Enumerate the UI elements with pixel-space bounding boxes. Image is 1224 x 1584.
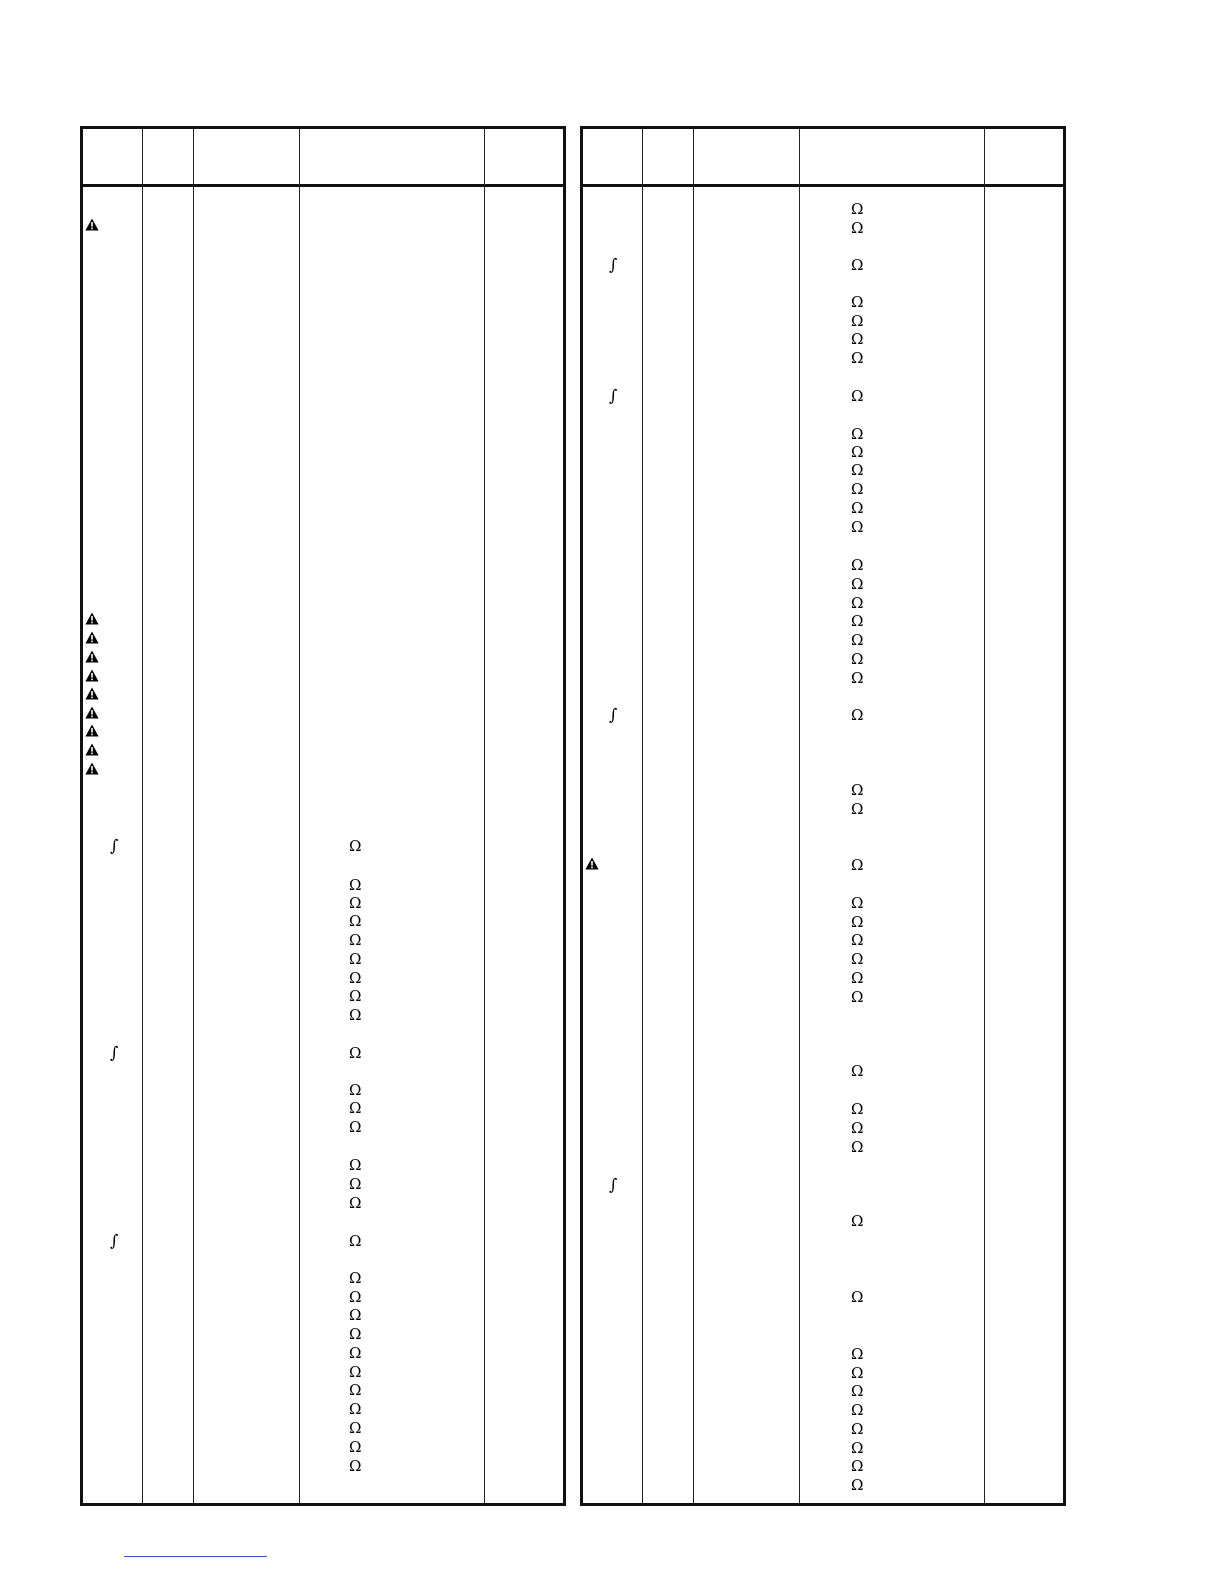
ohm-symbol: Ω xyxy=(851,425,864,443)
warning-triangle-icon xyxy=(85,669,99,682)
ohm-symbol: Ω xyxy=(851,856,864,874)
ohm-symbol: Ω xyxy=(851,1212,864,1230)
ohm-symbol: Ω xyxy=(349,1419,362,1437)
warning-triangle-icon xyxy=(85,650,99,663)
ohm-symbol: Ω xyxy=(851,219,864,237)
ohm-symbol: Ω xyxy=(851,1345,864,1363)
ohm-symbol: Ω xyxy=(851,1439,864,1457)
ohm-symbol: Ω xyxy=(349,1381,362,1399)
ohm-symbol: Ω xyxy=(851,1100,864,1118)
ohm-symbol: Ω xyxy=(851,1476,864,1494)
ohm-symbol: Ω xyxy=(349,950,362,968)
ohm-symbol: Ω xyxy=(349,969,362,987)
ohm-symbol: Ω xyxy=(851,1457,864,1475)
ohm-symbol: Ω xyxy=(851,480,864,498)
ohm-symbol: Ω xyxy=(349,894,362,912)
ohm-symbol: Ω xyxy=(349,1232,362,1250)
ohm-symbol: Ω xyxy=(851,256,864,274)
range-symbol: ∫ xyxy=(609,255,618,274)
ohm-symbol: Ω xyxy=(851,330,864,348)
ohm-symbol: Ω xyxy=(851,931,864,949)
warning-triangle-icon xyxy=(85,631,99,644)
footer-link-underline[interactable] xyxy=(124,1556,267,1557)
ohm-symbol: Ω xyxy=(851,461,864,479)
ohm-symbol: Ω xyxy=(851,349,864,367)
ohm-symbol: Ω xyxy=(851,312,864,330)
ohm-symbol: Ω xyxy=(851,913,864,931)
ohm-symbol: Ω xyxy=(851,800,864,818)
ohm-symbol: Ω xyxy=(851,612,864,630)
ohm-symbol: Ω xyxy=(851,1401,864,1419)
ohm-symbol: Ω xyxy=(851,575,864,593)
ohm-symbol: Ω xyxy=(851,1119,864,1137)
ohm-symbol: Ω xyxy=(851,706,864,724)
ohm-symbol: Ω xyxy=(349,912,362,930)
ohm-symbol: Ω xyxy=(851,650,864,668)
warning-triangle-icon xyxy=(85,706,99,719)
ohm-symbol: Ω xyxy=(851,1420,864,1438)
ohm-symbol: Ω xyxy=(851,1062,864,1080)
warning-triangle-icon xyxy=(85,762,99,775)
ohm-symbol: Ω xyxy=(349,987,362,1005)
ohm-symbol: Ω xyxy=(851,1364,864,1382)
ohm-symbol: Ω xyxy=(349,1344,362,1362)
warning-triangle-icon xyxy=(85,612,99,625)
ohm-symbol: Ω xyxy=(349,1363,362,1381)
range-symbol: ∫ xyxy=(609,386,618,405)
range-symbol: ∫ xyxy=(609,705,618,724)
ohm-symbol: Ω xyxy=(349,1325,362,1343)
ohm-symbol: Ω xyxy=(349,876,362,894)
ohm-symbol: Ω xyxy=(349,1269,362,1287)
ohm-symbol: Ω xyxy=(851,1138,864,1156)
ohm-symbol: Ω xyxy=(851,669,864,687)
ohm-symbol: Ω xyxy=(349,1194,362,1212)
ohm-symbol: Ω xyxy=(851,781,864,799)
ohm-symbol: Ω xyxy=(349,837,362,855)
ohm-symbol: Ω xyxy=(851,1288,864,1306)
ohm-symbol: Ω xyxy=(851,556,864,574)
ohm-symbol: Ω xyxy=(851,518,864,536)
ohm-symbol: Ω xyxy=(851,499,864,517)
range-symbol: ∫ xyxy=(110,836,119,855)
range-symbol: ∫ xyxy=(609,1175,618,1194)
ohm-symbol: Ω xyxy=(851,387,864,405)
warning-triangle-icon xyxy=(85,687,99,700)
ohm-symbol: Ω xyxy=(851,969,864,987)
ohm-symbol: Ω xyxy=(349,1044,362,1062)
ohm-symbol: Ω xyxy=(851,443,864,461)
ohm-symbol: Ω xyxy=(349,1400,362,1418)
warning-triangle-icon xyxy=(85,743,99,756)
ohm-symbol: Ω xyxy=(851,894,864,912)
ohm-symbol: Ω xyxy=(851,631,864,649)
ohm-symbol: Ω xyxy=(349,1457,362,1475)
ohm-symbol: Ω xyxy=(349,1099,362,1117)
ohm-symbol: Ω xyxy=(349,1156,362,1174)
ohm-symbol: Ω xyxy=(851,594,864,612)
ohm-symbol: Ω xyxy=(851,1382,864,1400)
range-symbol: ∫ xyxy=(110,1043,119,1062)
ohm-symbol: Ω xyxy=(349,1081,362,1099)
ohm-symbol: Ω xyxy=(349,1118,362,1136)
ohm-symbol: Ω xyxy=(349,1175,362,1193)
warning-triangle-icon xyxy=(85,218,99,231)
ohm-symbol: Ω xyxy=(851,293,864,311)
ohm-symbol: Ω xyxy=(349,931,362,949)
ohm-symbol: Ω xyxy=(851,988,864,1006)
range-symbol: ∫ xyxy=(110,1231,119,1250)
warning-triangle-icon xyxy=(585,857,599,870)
ohm-symbol: Ω xyxy=(349,1306,362,1324)
ohm-symbol: Ω xyxy=(349,1288,362,1306)
warning-triangle-icon xyxy=(85,724,99,737)
ohm-symbol: Ω xyxy=(349,1438,362,1456)
ohm-symbol: Ω xyxy=(851,950,864,968)
ohm-symbol: Ω xyxy=(851,200,864,218)
ohm-symbol: Ω xyxy=(349,1006,362,1024)
